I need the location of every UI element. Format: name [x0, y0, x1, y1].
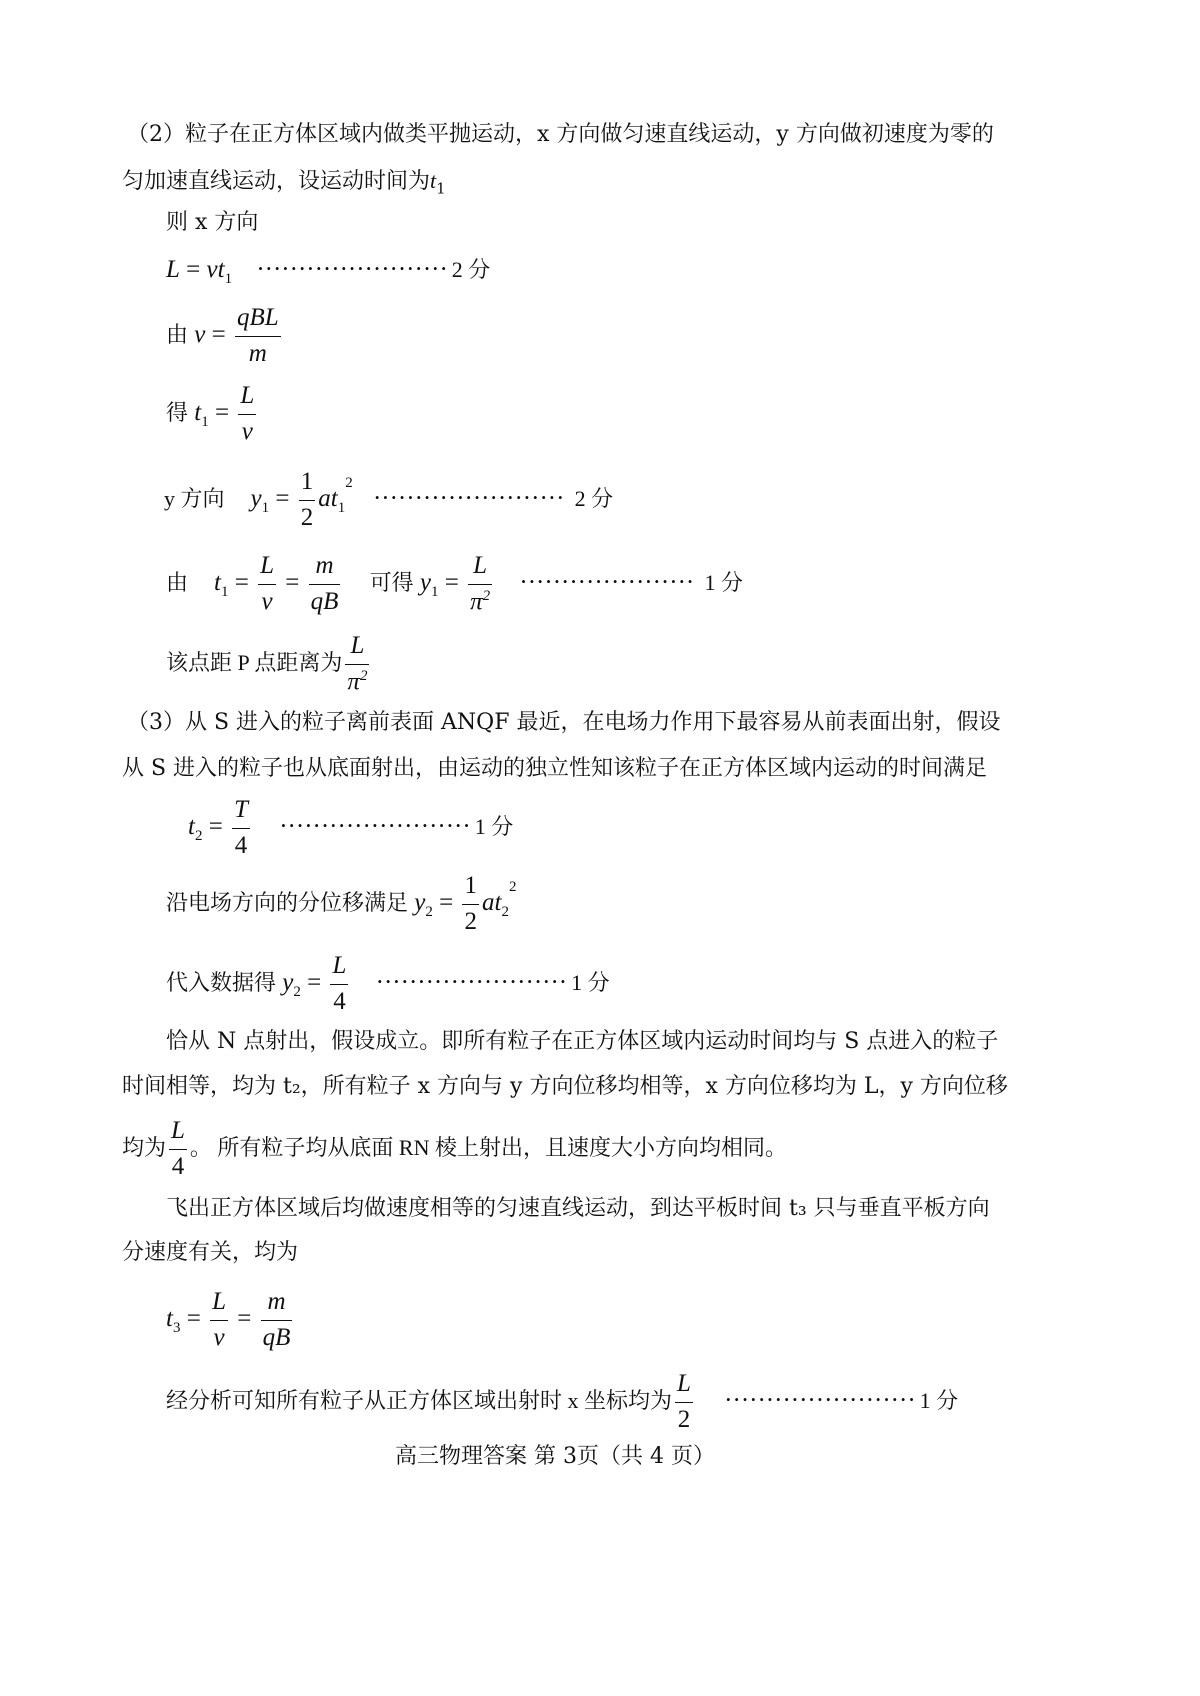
equation-t3: $t_3$ = $\frac{L}{v}$ = $\frac{m}{qB}$ — [166, 1288, 291, 1351]
equation-t1: 得 $t_1$ = $\frac{L}{v}$ — [166, 382, 255, 445]
paragraph-conclusion-3: 均为 $\frac{L}{4}$ 。 所有粒子均从底面 RN 棱上射出，且速度大小方向均相同。 — [122, 1117, 787, 1180]
equation-y1: y 方向 $y_1$ = $\frac{1}{2}$ $at_1^2$ ······················· 2 分 — [164, 468, 614, 531]
paragraph-flight-2: 分速度有关，均为 — [122, 1240, 299, 1265]
distance-from-P: 该点距 P 点距离为 $\frac{L}{\pi^2}$ — [166, 632, 368, 696]
paragraph-flight-1: 飞出正方体区域后均做速度相等的匀速直线运动，到达平板时间 t₃ 只与垂直平板方向 — [166, 1196, 990, 1221]
page-footer: 高三物理答案 第 3页（共 4 页） — [395, 1444, 715, 1469]
equation-x-coordinate: 经分析可知所有粒子从正方体区域出射时 x 坐标均为 $\frac{L}{2}$ ······················· 1 分 — [166, 1370, 959, 1433]
equation-v: 由 v = $\frac{\text{qBL}}{m}$ — [166, 304, 279, 367]
equation-y2: 沿电场方向的分位移满足 $y_2$ = $\frac{1}{2}$ $at_2^2$ — [166, 872, 517, 935]
paragraph-conclusion-1: 恰从 N 点射出，假设成立。即所有粒子在正方体区域内运动时间均与 S 点进入的粒子 — [166, 1029, 999, 1054]
part2-line2: 匀加速直线运动，设运动时间为$t_1$ — [122, 168, 446, 198]
equation-t1-y1: 由 $t_1$ = $\frac{L}{v}$ = $\frac{m}{qB}$ 可得 $y_1$ = $\frac{L}{\pi^2}$ ····················· 1 分 — [166, 552, 743, 616]
x-direction-label: 则 x 方向 — [166, 210, 259, 235]
paragraph-conclusion-2: 时间相等，均为 t₂，所有粒子 x 方向与 y 方向位移均相等，x 方向位移均为 L，y 方向位移 — [122, 1074, 1008, 1099]
equation-L-vt1: $L = vt_1$ ······················· 2 分 — [166, 256, 491, 287]
part3-line2: 从 S 进入的粒子也从底面射出，由运动的独立性知该粒子在正方体区域内运动的时间满足 — [122, 756, 988, 781]
equation-y2-value: 代入数据得 $y_2$ = $\frac{L}{4}$ ······················· 1 分 — [166, 952, 610, 1015]
part2-line1: （2）粒子在正方体区域内做类平抛运动，x 方向做匀速直线运动，y 方向做初速度为零的 — [127, 122, 994, 147]
part3-line1: （3）从 S 进入的粒子离前表面 ANQF 最近，在电场力作用下最容易从前表面出射，假设 — [127, 710, 1001, 735]
equation-t2: $t_2$ = $\frac{T}{4}$ ······················· 1 分 — [188, 796, 514, 859]
